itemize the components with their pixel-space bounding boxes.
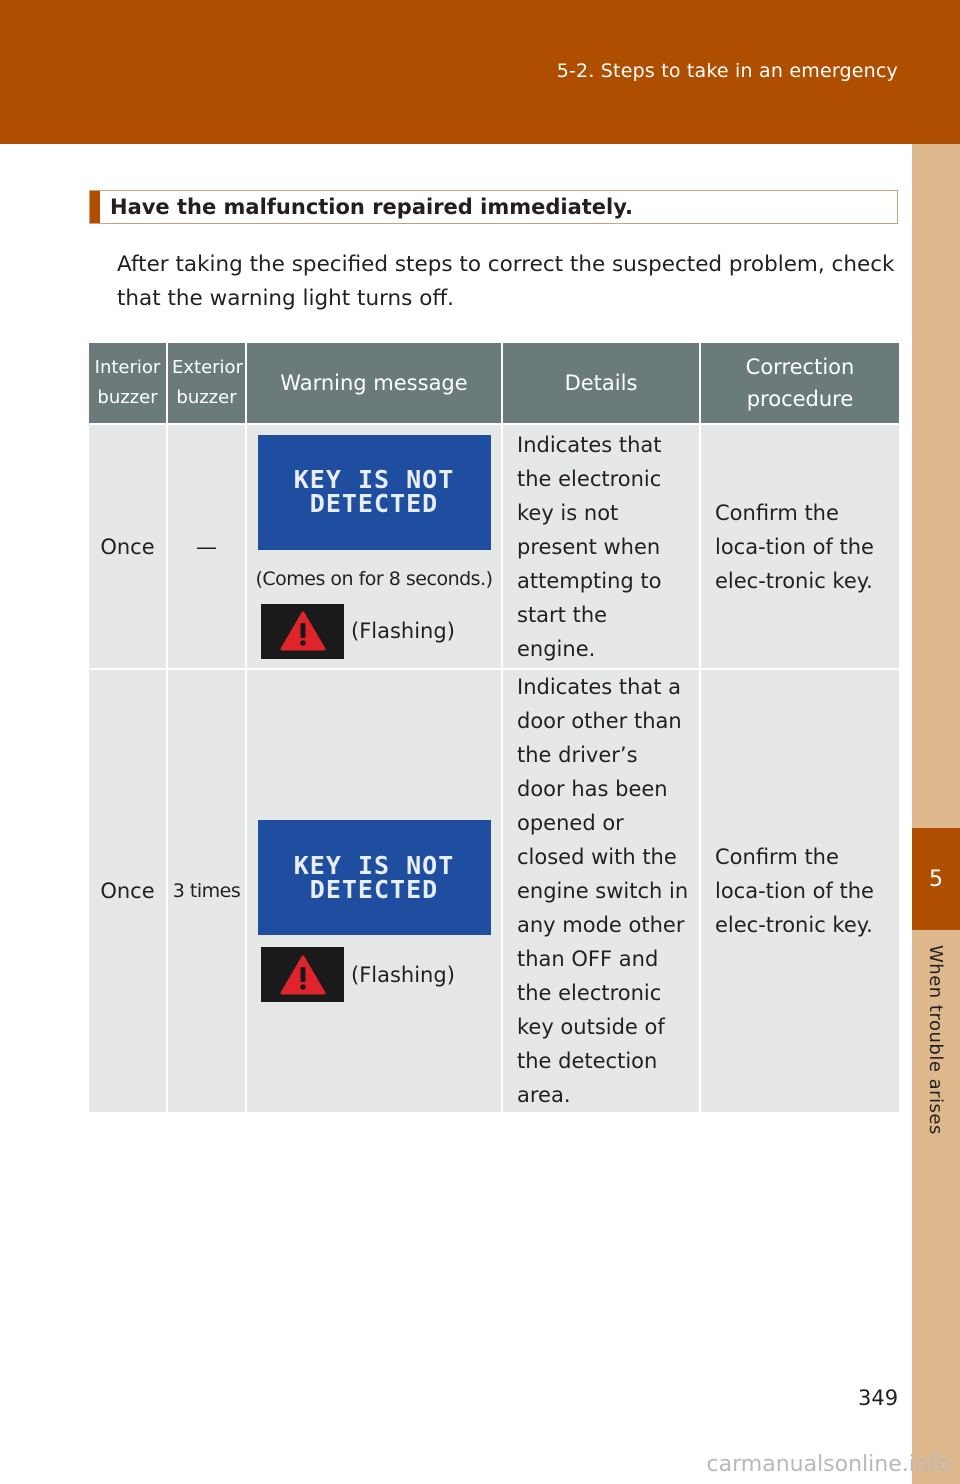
warning-message-cell <box>246 424 502 669</box>
intro-paragraph: After taking the specified steps to correct the suspected problem, check that the warning light turns off. <box>117 252 895 311</box>
correction-cell: Confirm the loca-tion of the elec-tronic key. <box>700 669 899 1112</box>
details-cell: Indicates that a door other than the driver’s door has been opened or closed with the engine switch in any mode other than OFF and the electronic key outside of the detection area. <box>502 669 700 1112</box>
section-title: 5-2. Steps to take in an emergency <box>556 60 898 82</box>
exterior-buzzer-cell: — <box>167 424 246 669</box>
lcd-display <box>258 820 491 935</box>
watermark: carmanualsonline.info <box>706 1452 950 1477</box>
header-correction-procedure: Correction procedure <box>700 343 899 424</box>
table-row <box>89 669 899 1112</box>
section-heading: Have the malfunction repaired immediately. <box>110 195 633 219</box>
table-header-row <box>89 343 899 424</box>
warning-light <box>261 604 344 659</box>
heading-bar <box>89 190 898 224</box>
lcd-line: KEY IS NOT <box>293 465 455 494</box>
details-cell: Indicates that the electronic key is not present when attempting to start the engine. <box>502 424 700 669</box>
exterior-buzzer-cell: 3 times <box>167 669 246 1112</box>
chapter-title: When trouble arises <box>925 945 946 1135</box>
warning-light-row <box>261 604 500 659</box>
side-tab <box>912 144 960 1484</box>
interior-buzzer-cell: Once <box>89 424 167 669</box>
lcd-line: DETECTED <box>309 874 439 904</box>
correction-cell: Confirm the loca-tion of the elec-tronic key. <box>700 424 899 669</box>
header-exterior-buzzer: Exterior buzzer <box>167 343 246 424</box>
header-interior-buzzer: Interior buzzer <box>89 343 167 424</box>
table-row <box>89 424 899 669</box>
warning-light-row <box>261 947 500 1002</box>
header-details: Details <box>502 343 700 424</box>
warning-triangle-icon <box>280 611 326 651</box>
warning-light <box>261 947 344 1002</box>
lcd-line: DETECTED <box>309 489 439 518</box>
chapter-number: 5 <box>912 828 960 930</box>
lcd-display <box>258 435 491 550</box>
warning-message-cell <box>246 669 502 1112</box>
header-warning-message: Warning message <box>246 343 502 424</box>
lcd-caption: (Comes on for 8 seconds.) <box>255 567 493 590</box>
lcd-line: KEY IS NOT <box>293 850 455 880</box>
warning-triangle-icon <box>280 955 326 995</box>
flashing-label: (Flashing) <box>351 619 455 643</box>
warning-table <box>89 343 899 1112</box>
heading-accent <box>90 191 100 223</box>
page-number: 349 <box>858 1386 899 1410</box>
flashing-label: (Flashing) <box>351 962 455 987</box>
interior-buzzer-cell: Once <box>89 669 167 1112</box>
